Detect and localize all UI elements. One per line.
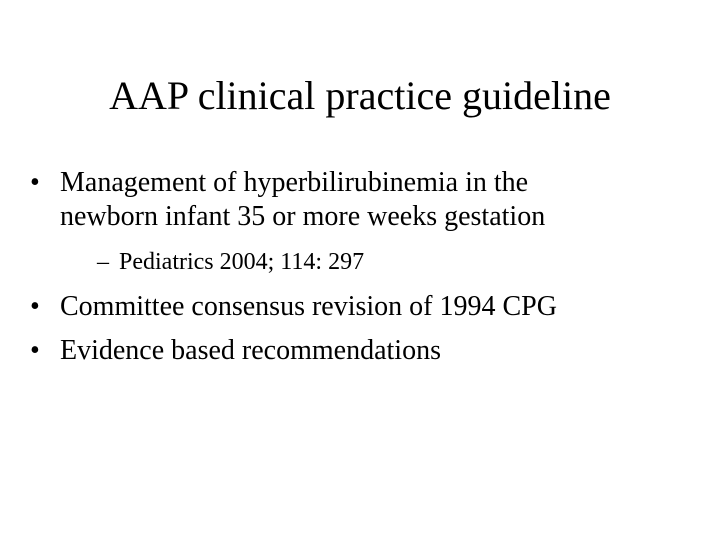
bullet-marker: •: [30, 291, 40, 322]
sub-bullet-marker: –: [97, 249, 109, 275]
bullet-text: [60, 166, 700, 234]
bullet-marker: •: [30, 335, 40, 366]
bullet-text-line-1: Management of hyperbilirubinemia in the: [60, 167, 529, 198]
slide-title: AAP clinical practice guideline: [109, 73, 611, 118]
bullet-marker: •: [30, 167, 40, 198]
sub-bullet-text: Pediatrics 2004; 114: 297: [119, 249, 365, 275]
bullet-text: Committee consensus revision of 1994 CPG: [60, 291, 557, 322]
bullet-text: Evidence based recommendations: [60, 335, 441, 366]
bullet-text-line-2: newborn infant 35 or more weeks gestation: [60, 201, 546, 232]
